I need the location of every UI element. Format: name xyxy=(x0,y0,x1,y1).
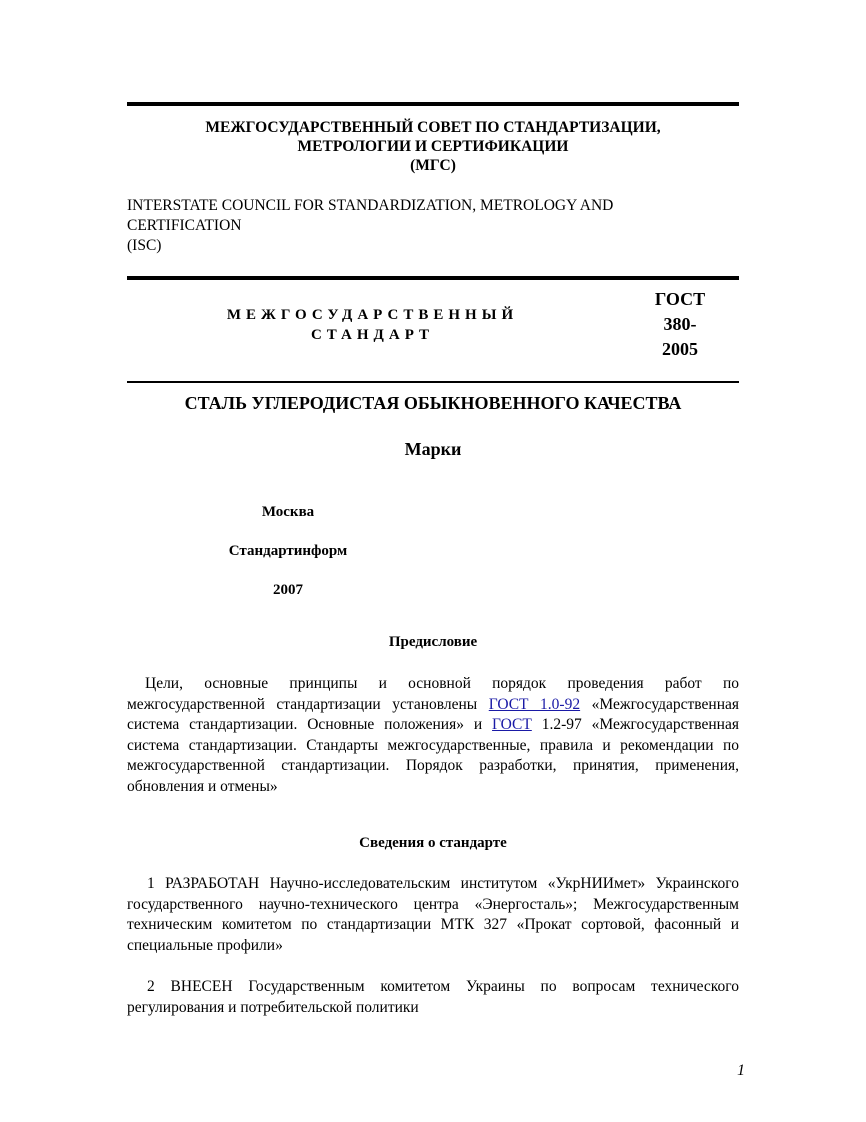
about-item-1: 1 РАЗРАБОТАН Научно-исследовательским институтом «УкрНИИмет» Украинского государственного научно-технического центра «Энергосталь»; Межгосударственным техническим комитетом по стандартизации МТК 327 «Прокат сортовой, фасонный и специальные профили» xyxy=(127,875,739,954)
about-heading: Сведения о стандарте xyxy=(359,835,507,851)
standard-label xyxy=(200,305,545,345)
council-ru-line3: (МГС) xyxy=(410,157,456,174)
gost-line2: 380- xyxy=(663,314,697,334)
gost-line3: 2005 xyxy=(662,339,698,359)
document-title: СТАЛЬ УГЛЕРОДИСТАЯ ОБЫКНОВЕННОГО КАЧЕСТВА xyxy=(184,393,682,413)
gost-1-2-97-link[interactable]: ГОСТ xyxy=(492,716,532,733)
foreword-heading: Предисловие xyxy=(388,634,478,650)
foreword-text-part3: 1.2-97 «Межгосударственная система стандартизации. Стандарты межгосударственные, правила и рекомендации по межгосударственной стандартизации. Порядок разработки, принятия, применения, обновления и отмены» xyxy=(127,716,739,795)
standard-bottom-rule xyxy=(127,381,739,383)
council-en-line3: (ISC) xyxy=(127,237,162,254)
publication-city: Москва xyxy=(261,504,315,520)
gost-1-0-92-link[interactable]: ГОСТ 1.0-92 xyxy=(488,695,581,713)
council-ru-line1: МЕЖГОСУДАРСТВЕННЫЙ СОВЕТ ПО СТАНДАРТИЗАЦИИ, xyxy=(205,119,661,136)
about-item-2: 2 ВНЕСЕН Государственным комитетом Украины по вопросам технического регулирования и потребительской политики xyxy=(127,978,739,1016)
page-number: 1 xyxy=(737,1062,745,1079)
foreword-text-part2: «Межгосударственная система стандартизации. Основные положения» и xyxy=(127,695,740,733)
foreword-text-part1: Цели, основные принципы и основной порядок проведения работ по межгосударственной стандартизации установлены xyxy=(127,675,739,713)
council-ru-line2: МЕТРОЛОГИИ И СЕРТИФИКАЦИИ xyxy=(297,138,569,155)
top-rule xyxy=(127,102,739,106)
council-en-line1: INTERSTATE COUNCIL FOR STANDARDIZATION, METROLOGY AND xyxy=(127,197,614,214)
gost-line1: ГОСТ xyxy=(654,289,706,309)
publication-year: 2007 xyxy=(273,582,303,598)
standard-label-line1: МЕЖГОСУДАРСТВЕННЫЙ xyxy=(226,307,519,323)
document-subtitle: Марки xyxy=(404,439,462,459)
council-ru-block xyxy=(127,118,739,175)
council-en-block xyxy=(127,196,687,256)
standard-label-line2: СТАНДАРТ xyxy=(310,327,435,343)
council-en-line2: CERTIFICATION xyxy=(127,217,242,234)
foreword-paragraph xyxy=(127,674,739,797)
gost-number xyxy=(640,287,720,362)
standard-top-rule xyxy=(127,276,739,280)
publication-publisher: Стандартинформ xyxy=(228,543,348,559)
